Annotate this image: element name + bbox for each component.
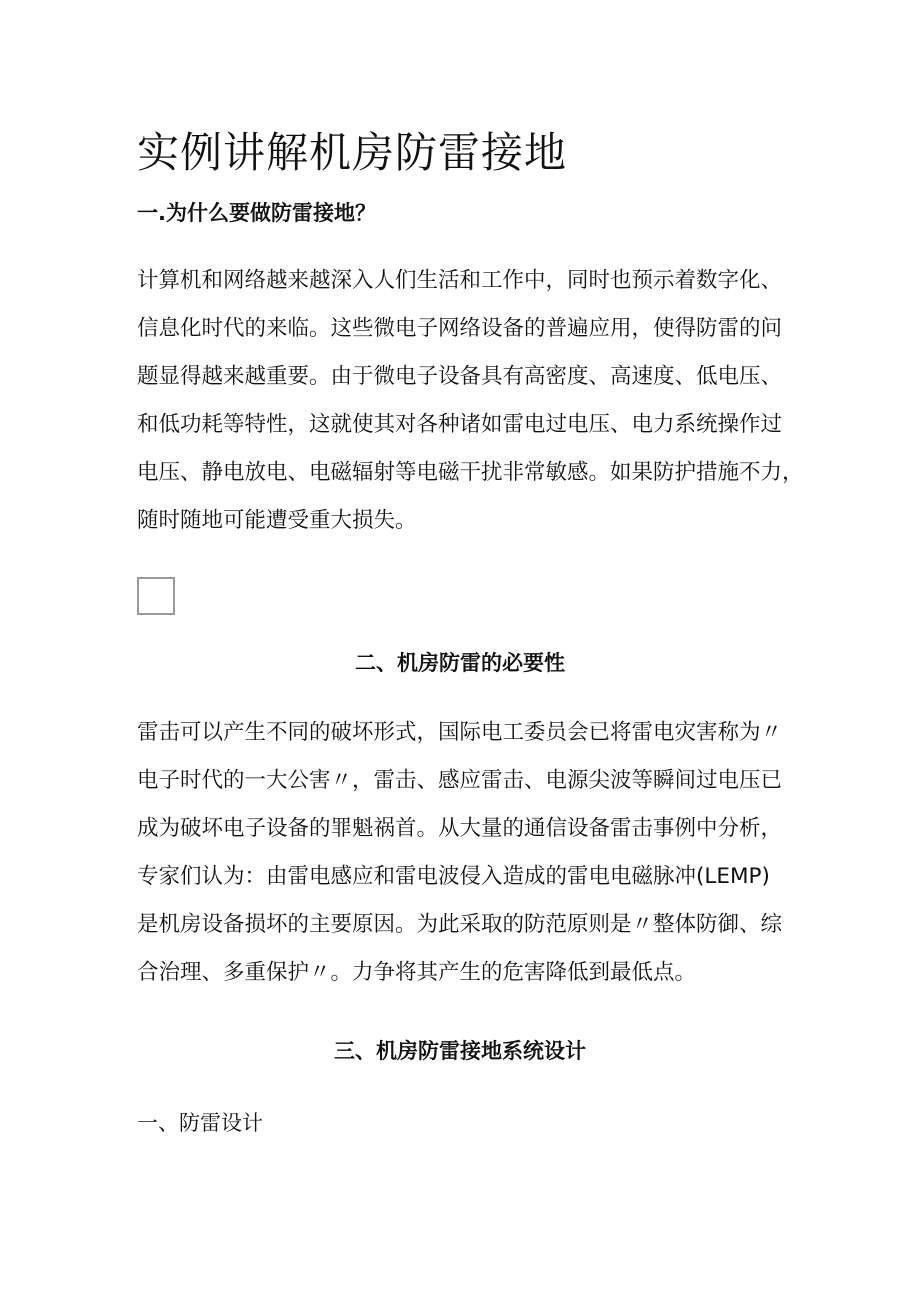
paragraph-line: 雷击可以产生不同的破坏形式，国际电工委员会已将雷电灾害称为〃 (137, 720, 783, 745)
paragraph-line: 题显得越来越重要。由于微电子设备具有高密度、高速度、低电压、 (137, 364, 783, 389)
document-title: 实例讲解机房防雷接地 (137, 128, 568, 177)
section-2-heading: 二、机房防雷的必要性 (355, 651, 565, 675)
paragraph-line: 计算机和网络越来越深入人们生活和工作中，同时也预示着数字化、 (137, 268, 783, 293)
subsection-heading: 一、防雷设计 (137, 1111, 263, 1135)
section-1-paragraph (137, 257, 804, 545)
paragraph-line: 随时随地可能遭受重大损失。 (137, 508, 417, 533)
paragraph-line: 合治理、多重保护〃。力争将其产生的危害降低到最低点。 (137, 960, 697, 985)
section-1-heading: 一.为什么要做防雷接地？ (137, 201, 376, 225)
paragraph-line: 成为破坏电子设备的罪魁祸首。从大量的通信设备雷击事例中分析， (137, 816, 783, 841)
paragraph-line: 专家们认为：由雷电感应和雷电波侵入造成的雷电电磁脉冲(LEMP) (137, 864, 770, 889)
paragraph-line: 电压、静电放电、电磁辐射等电磁干扰非常敏感。如果防护措施不力， (137, 460, 804, 485)
paragraph-line: 和低功耗等特性，这就使其对各种诸如雷电过电压、电力系统操作过 (137, 412, 783, 437)
paragraph-line: 信息化时代的来临。这些微电子网络设备的普遍应用，使得防雷的问 (137, 316, 783, 341)
broken-image-icon (137, 577, 175, 615)
paragraph-line: 电子时代的一大公害〃，雷击、感应雷击、电源尖波等瞬间过电压已 (137, 768, 783, 793)
paragraph-line: 是机房设备损坏的主要原因。为此采取的防范原则是〃整体防御、综 (137, 912, 783, 937)
section-3-heading: 三、机房防雷接地系统设计 (334, 1039, 586, 1063)
section-2-paragraph (137, 709, 797, 997)
